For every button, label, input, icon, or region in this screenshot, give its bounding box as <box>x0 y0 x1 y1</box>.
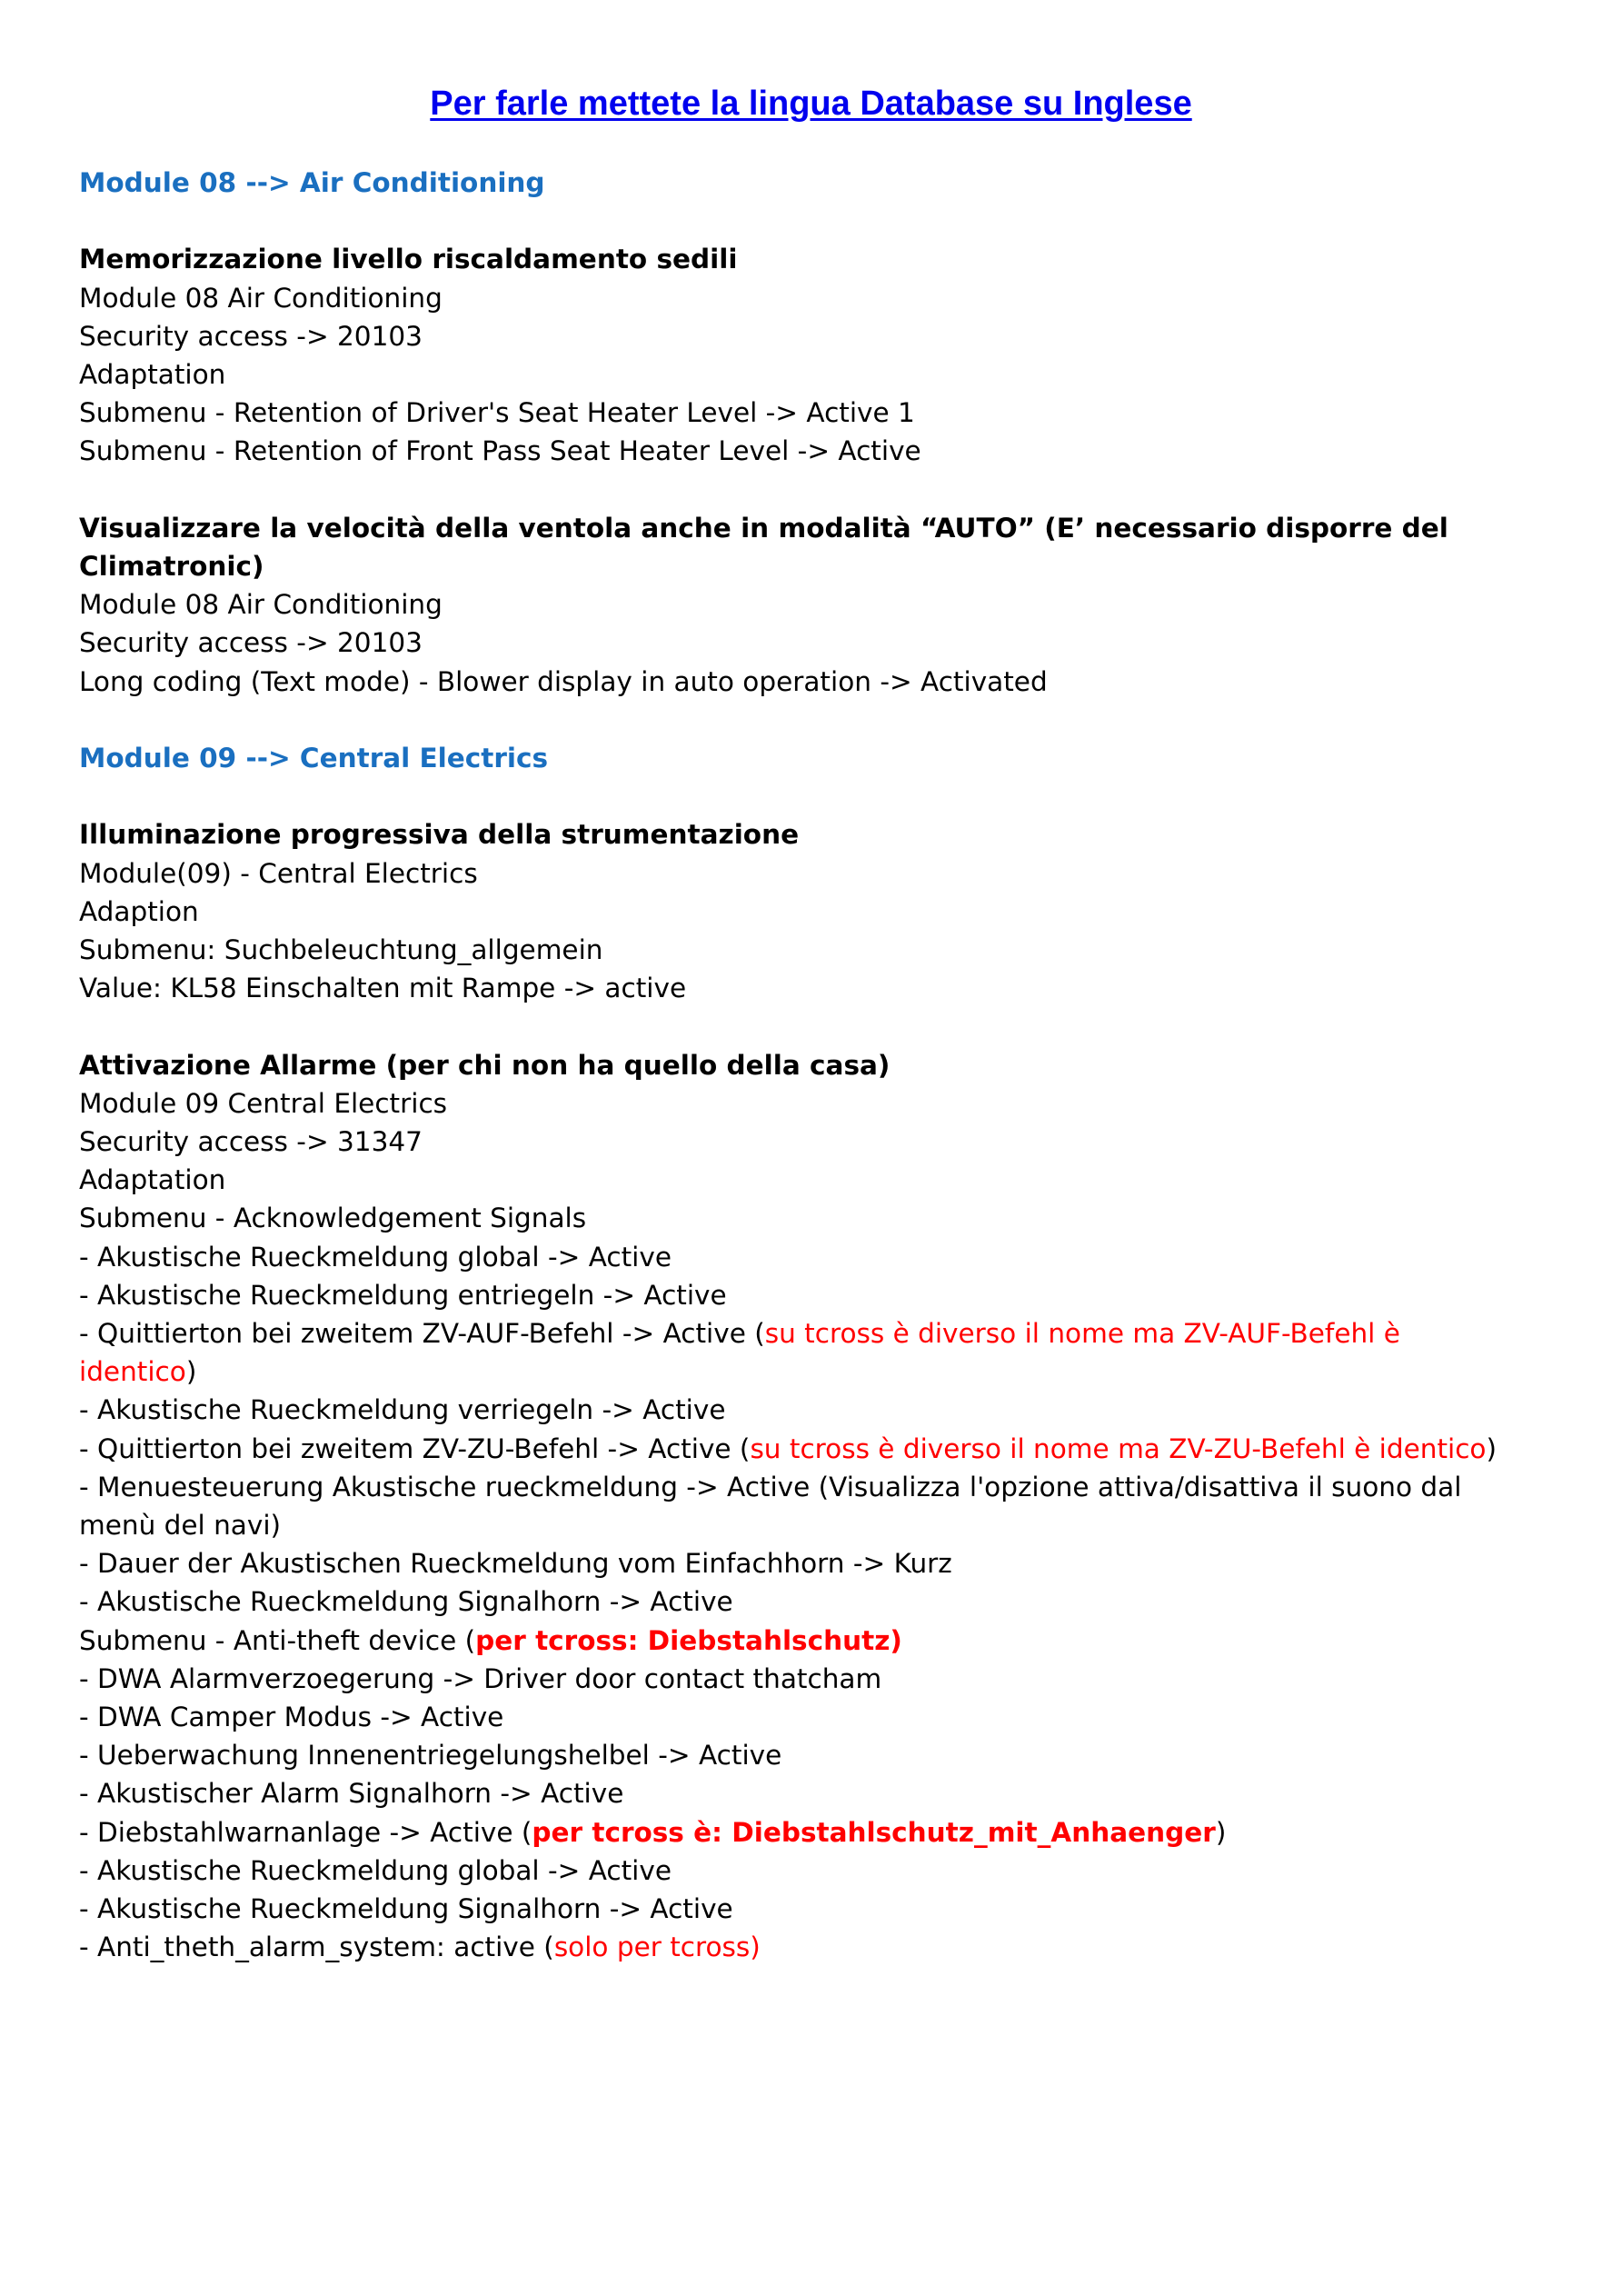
spacer <box>79 777 1524 815</box>
text-line <box>79 1622 1524 1660</box>
text-line: - Akustische Rueckmeldung global -> Active <box>79 1241 672 1273</box>
text-line: Adaptation <box>79 359 226 390</box>
tcross-note: su tcross è diverso il nome ma ZV-ZU-Befehl è identico <box>750 1433 1487 1464</box>
text-line: Security access -> 20103 <box>79 320 423 352</box>
spacer <box>79 202 1524 240</box>
text-segment: - Quittierton bei zweitem ZV-ZU-Befehl -> Active ( <box>79 1433 751 1464</box>
text-line: - Akustische Rueckmeldung Signalhorn -> Active <box>79 1893 733 1925</box>
text-segment: Submenu - Anti-theft device ( <box>79 1624 476 1656</box>
text-segment: - Diebstahlwarnanlage -> Active ( <box>79 1816 532 1848</box>
text-line: Value: KL58 Einschalten mit Rampe -> active <box>79 973 687 1004</box>
text-line: - Akustische Rueckmeldung Signalhorn -> Active <box>79 1586 733 1618</box>
text-line: Security access -> 31347 <box>79 1126 423 1157</box>
tcross-note: per tcross è: Diebstahlschutz_mit_Anhaenger <box>532 1816 1216 1848</box>
text-line: Submenu - Retention of Driver's Seat Heater Level -> Active 1 <box>79 397 915 429</box>
section-heading-seat-heater: Memorizzazione livello riscaldamento sedili <box>79 244 738 275</box>
text-line: - Akustische Rueckmeldung global -> Active <box>79 1854 672 1886</box>
text-line: Module(09) - Central Electrics <box>79 857 478 889</box>
text-segment: ) <box>1486 1433 1497 1464</box>
text-segment: - Quittierton bei zweitem ZV-AUF-Befehl -> Active ( <box>79 1318 765 1350</box>
text-segment: ) <box>1215 1816 1227 1848</box>
text-line: - Akustischer Alarm Signalhorn -> Active <box>79 1778 624 1810</box>
text-line: Long coding (Text mode) - Blower display in auto operation -> Activated <box>79 665 1048 697</box>
spacer <box>79 471 1524 509</box>
text-line: Module 08 Air Conditioning <box>79 589 443 621</box>
text-line: - Ueberwachung Innenentriegelungshelbel -> Active <box>79 1740 782 1772</box>
tcross-note: solo per tcross) <box>553 1932 761 1963</box>
text-segment: - Anti_theth_alarm_system: active ( <box>79 1932 554 1963</box>
module-08-header: Module 08 --> Air Conditioning <box>79 167 545 198</box>
page-title[interactable]: Per farle mettete la lingua Database su Inglese <box>430 85 1192 123</box>
spacer <box>79 1007 1524 1045</box>
text-line: Security access -> 20103 <box>79 627 423 659</box>
text-segment: ) <box>185 1356 197 1388</box>
text-line <box>79 1813 1524 1852</box>
section-heading-fan-speed: Visualizzare la velocità della ventola anche in modalità “AUTO” (E’ necessario disporre del Climatronic) <box>79 512 1458 582</box>
module-09-header: Module 09 --> Central Electrics <box>79 743 549 774</box>
section-heading-alarm: Attivazione Allarme (per chi non ha quello della casa) <box>79 1049 891 1081</box>
text-line: - Akustische Rueckmeldung verriegeln -> Active <box>79 1394 726 1426</box>
text-line <box>79 1430 1524 1468</box>
text-line: Adaption <box>79 895 199 927</box>
text-line: - Akustische Rueckmeldung entriegeln -> Active <box>79 1279 727 1311</box>
text-line: - DWA Camper Modus -> Active <box>79 1702 504 1733</box>
section-heading-progressive-lighting: Illuminazione progressiva della strumentazione <box>79 819 800 851</box>
text-line: Submenu: Suchbeleuchtung_allgemein <box>79 934 603 965</box>
text-line <box>79 1928 1524 1966</box>
document-body <box>79 164 1524 1966</box>
spacer <box>79 701 1524 739</box>
text-line: Adaptation <box>79 1164 226 1196</box>
text-line <box>79 1314 1524 1391</box>
text-line: Submenu - Retention of Front Pass Seat Heater Level -> Active <box>79 435 921 467</box>
text-line: Module 09 Central Electrics <box>79 1087 448 1119</box>
tcross-note: su tcross è diverso il nome ma ZV-AUF-Befehl è identico <box>79 1318 1409 1388</box>
text-line: Submenu - Acknowledgement Signals <box>79 1203 587 1234</box>
text-line: - DWA Alarmverzoegerung -> Driver door contact thatcham <box>79 1662 882 1694</box>
text-line: - Menuesteuerung Akustische rueckmeldung -> Active (Visualizza l'opzione attiva/disattiva il suono dal menù del navi) <box>79 1471 1470 1542</box>
text-line: Module 08 Air Conditioning <box>79 282 443 314</box>
tcross-note: per tcross: Diebstahlschutz) <box>475 1624 902 1656</box>
text-line: - Dauer der Akustischen Rueckmeldung vom Einfachhorn -> Kurz <box>79 1548 952 1580</box>
